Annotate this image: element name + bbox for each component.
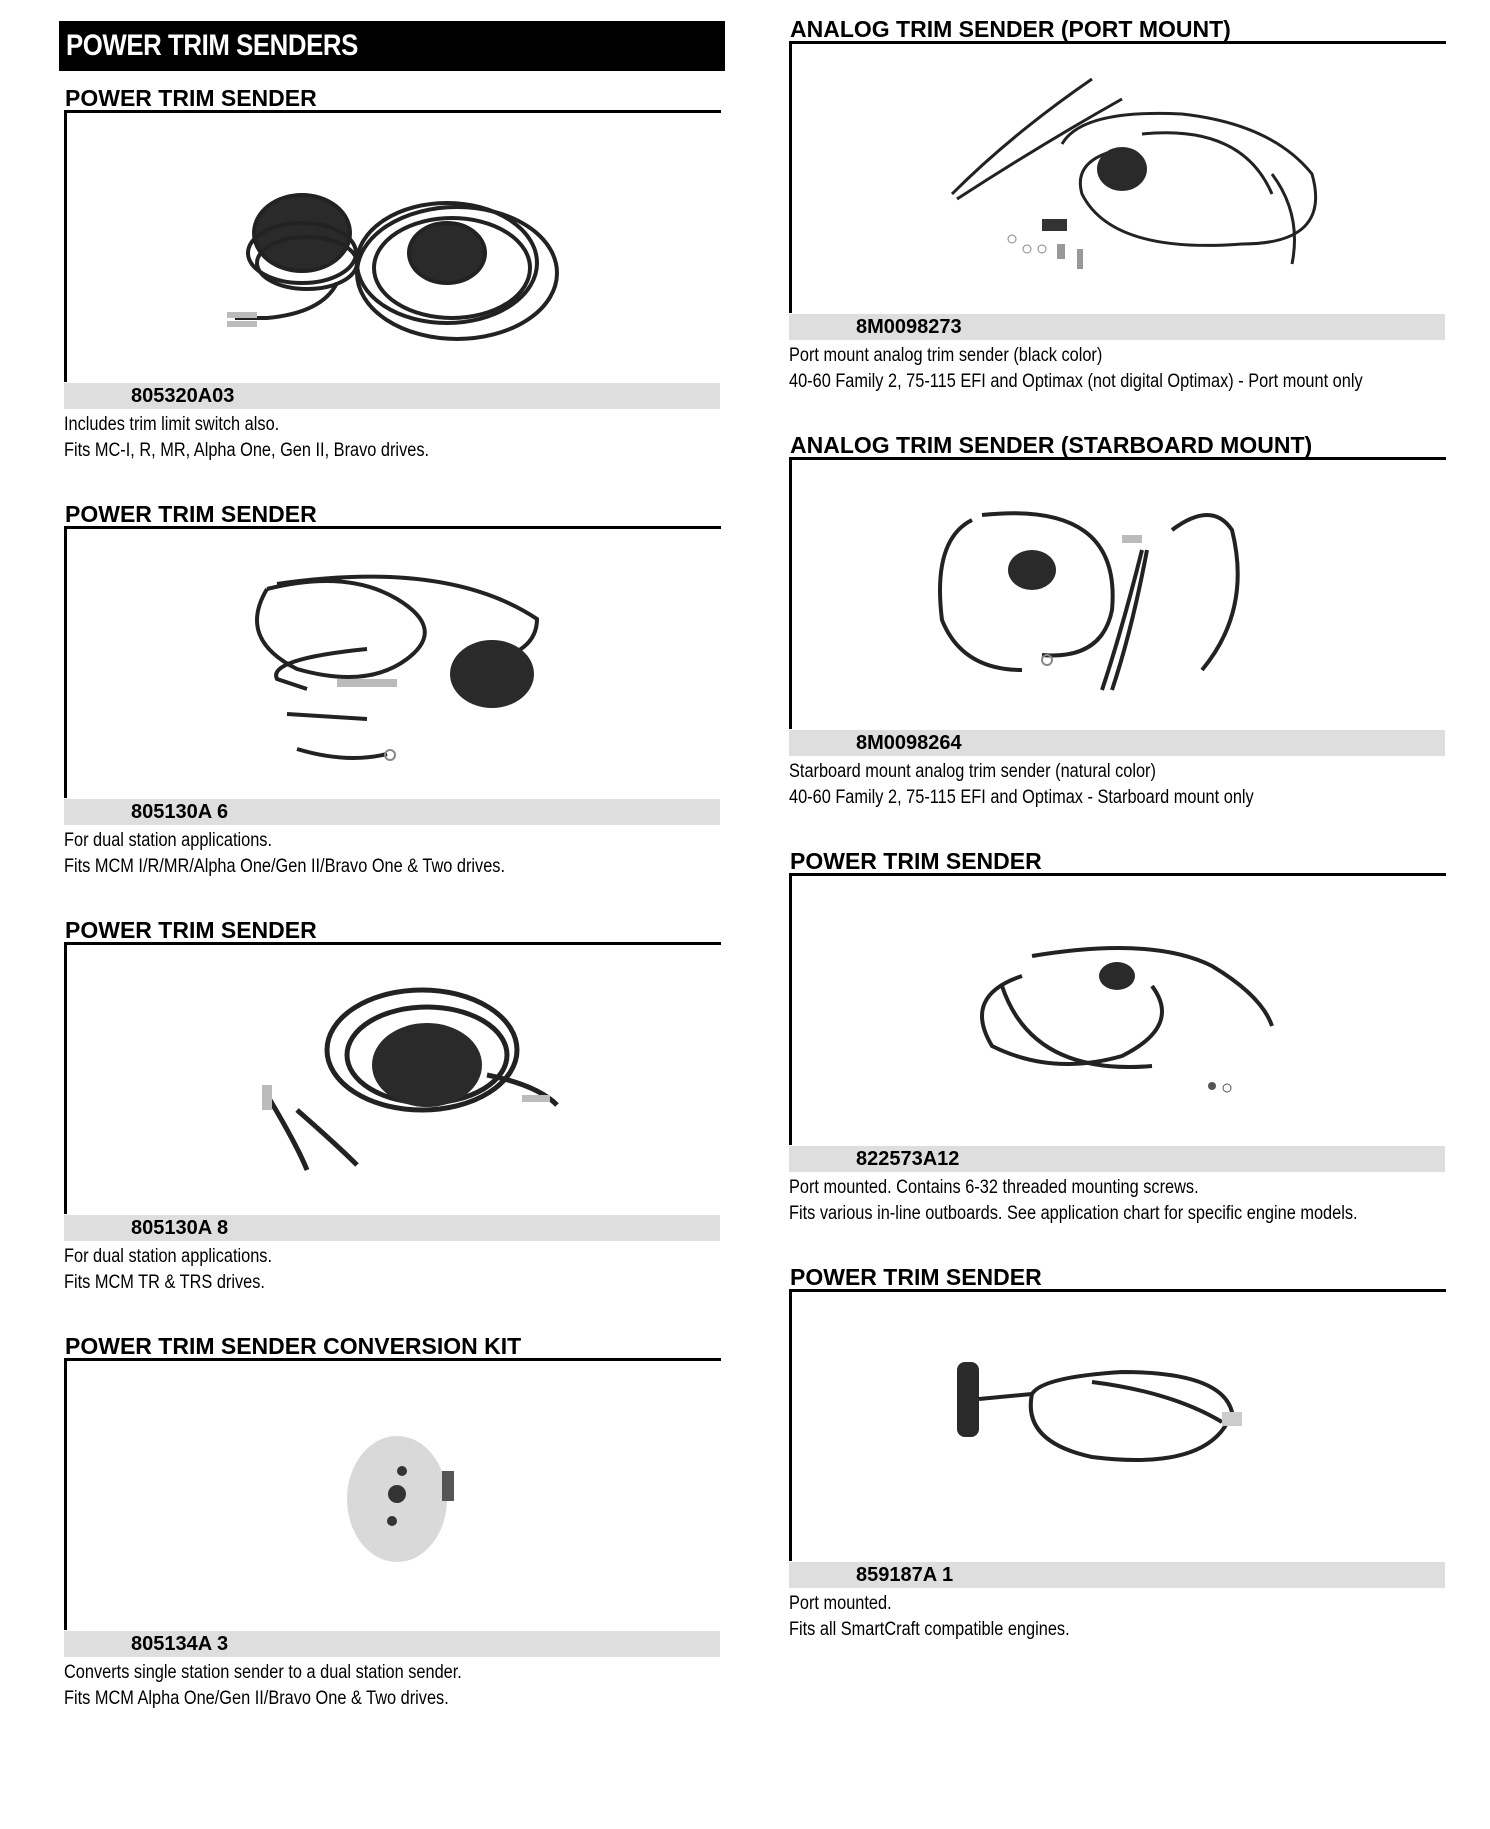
product-image	[67, 113, 717, 382]
description-line: Fits MCM Alpha One/Gen II/Bravo One & Two drives.	[64, 1688, 449, 1709]
section-heading: ANALOG TRIM SENDER (PORT MOUNT)	[789, 17, 1446, 44]
product-image	[67, 945, 717, 1214]
section-heading: POWER TRIM SENDER	[64, 86, 721, 113]
product-image	[792, 44, 1442, 313]
product-image-frame	[789, 876, 1445, 1145]
part-number: 805130A 8	[64, 1215, 720, 1241]
description-line: Fits MCM I/R/MR/Alpha One/Gen II/Bravo One & Two drives.	[64, 856, 506, 877]
part-number: 859187A 1	[789, 1562, 1445, 1588]
description-line: Fits MCM TR & TRS drives.	[64, 1272, 265, 1293]
product-image-frame	[64, 1361, 720, 1630]
part-number: 822573A12	[789, 1146, 1445, 1172]
page-title: POWER TRIM SENDERS	[66, 29, 358, 62]
product-image-frame	[789, 44, 1445, 313]
product-image	[792, 1292, 1442, 1561]
description-line: Fits all SmartCraft compatible engines.	[789, 1619, 1070, 1640]
description-line: Port mounted.	[789, 1593, 892, 1614]
description-line: Starboard mount analog trim sender (natural color)	[789, 761, 1156, 782]
description-line: Converts single station sender to a dual station sender.	[64, 1662, 462, 1683]
description-line: Fits various in-line outboards. See application chart for specific engine models.	[789, 1203, 1358, 1224]
part-number: 8M0098273	[789, 314, 1445, 340]
description-line: For dual station applications.	[64, 830, 273, 851]
description-line: Fits MC-I, R, MR, Alpha One, Gen II, Bravo drives.	[64, 440, 430, 461]
part-number: 805130A 6	[64, 799, 720, 825]
section-heading: POWER TRIM SENDER	[789, 849, 1446, 876]
description-line: Port mounted. Contains 6-32 threaded mounting screws.	[789, 1177, 1199, 1198]
product-image	[67, 1361, 717, 1630]
product-image-frame	[64, 945, 720, 1214]
part-number: 8M0098264	[789, 730, 1445, 756]
product-image-frame	[64, 113, 720, 382]
description-line: 40-60 Family 2, 75-115 EFI and Optimax (not digital Optimax) - Port mount only	[789, 371, 1363, 392]
section-heading: POWER TRIM SENDER	[64, 918, 721, 945]
product-image-frame	[789, 460, 1445, 729]
product-image-frame	[789, 1292, 1445, 1561]
part-number: 805320A03	[64, 383, 720, 409]
section-heading: POWER TRIM SENDER	[789, 1265, 1446, 1292]
page-title-banner	[59, 21, 725, 71]
description-line: 40-60 Family 2, 75-115 EFI and Optimax - Starboard mount only	[789, 787, 1254, 808]
product-image	[67, 529, 717, 798]
section-heading: POWER TRIM SENDER CONVERSION KIT	[64, 1334, 721, 1361]
description-line: Port mount analog trim sender (black color)	[789, 345, 1103, 366]
section-heading: ANALOG TRIM SENDER (STARBOARD MOUNT)	[789, 433, 1446, 460]
description-line: For dual station applications.	[64, 1246, 273, 1267]
section-heading: POWER TRIM SENDER	[64, 502, 721, 529]
product-image	[792, 460, 1442, 729]
product-image-frame	[64, 529, 720, 798]
part-number: 805134A 3	[64, 1631, 720, 1657]
description-line: Includes trim limit switch also.	[64, 414, 280, 435]
product-image	[792, 876, 1442, 1145]
